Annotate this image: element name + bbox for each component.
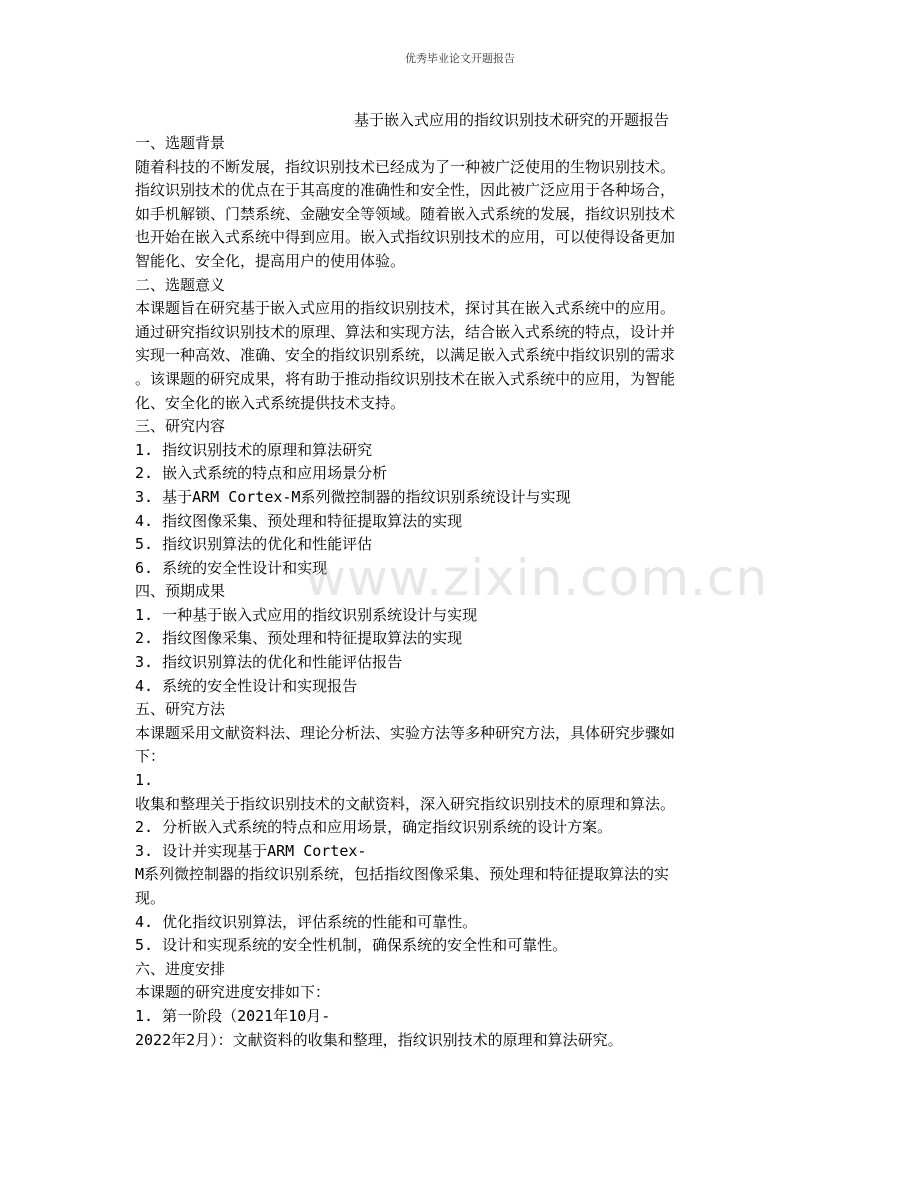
body-line: 5. 设计和实现系统的安全性机制，确保系统的安全性和可靠性。: [135, 936, 568, 955]
body-line: 化、安全化的嵌入式系统提供技术支持。: [135, 393, 406, 412]
body-line: 五、研究方法: [135, 700, 226, 719]
body-line: 4. 系统的安全性设计和实现报告: [135, 676, 358, 695]
document-title: 基于嵌入式应用的指纹识别技术研究的开题报告: [354, 111, 670, 129]
body-line: 4. 优化指纹识别算法，评估系统的性能和可靠性。: [135, 912, 478, 931]
body-line: 下：: [135, 747, 166, 766]
page-header: 优秀毕业论文开题报告: [405, 52, 515, 65]
body-line: 1. 一种基于嵌入式应用的指纹识别系统设计与实现: [135, 605, 478, 624]
body-line: 现。: [135, 889, 166, 907]
body-line: 本课题旨在研究基于嵌入式应用的指纹识别技术，探讨其在嵌入式系统中的应用。: [135, 299, 676, 318]
body-line: 随着科技的不断发展，指纹识别技术已经成为了一种被广泛使用的生物识别技术。: [135, 157, 676, 176]
body-line: 5. 指纹识别算法的优化和性能评估: [135, 535, 373, 554]
watermark: www.zixin.com.cn: [305, 549, 769, 607]
body-line: 1.: [135, 771, 154, 790]
body-line: 2022年2月）：文献资料的收集和整理，指纹识别技术的原理和算法研究。: [135, 1030, 623, 1049]
body-line: 三、研究内容: [135, 417, 226, 436]
body-line: 2. 嵌入式系统的特点和应用场景分析: [135, 464, 388, 483]
body-line: 1. 第一阶段（2021年10月-: [135, 1006, 331, 1025]
body-line: 3. 基于ARM Cortex-M系列微控制器的指纹识别系统设计与实现: [135, 487, 571, 506]
body-line: 如手机解锁、门禁系统、金融安全等领域。随着嵌入式系统的发展，指纹识别技术: [135, 204, 676, 223]
body-line: 1. 指纹识别技术的原理和算法研究: [135, 440, 373, 459]
body-line: 。该课题的研究成果，将有助于推动指纹识别技术在嵌入式系统中的应用，为智能: [135, 369, 676, 388]
body-line: 智能化、安全化，提高用户的使用体验。: [135, 251, 406, 270]
body-line: 本课题采用文献资料法、理论分析法、实验方法等多种研究方法，具体研究步骤如: [135, 723, 676, 742]
body-line: 收集和整理关于指纹识别技术的文献资料，深入研究指纹识别技术的原理和算法。: [135, 794, 676, 813]
body-line: 2. 指纹图像采集、预处理和特征提取算法的实现: [135, 629, 463, 648]
document-body: [135, 132, 790, 1052]
body-line: 实现一种高效、准确、安全的指纹识别系统，以满足嵌入式系统中指纹识别的需求: [135, 346, 676, 365]
body-line: 通过研究指纹识别技术的原理、算法和实现方法，结合嵌入式系统的特点，设计并: [135, 322, 676, 341]
body-line: 3. 设计并实现基于ARM Cortex-: [135, 841, 367, 860]
body-line: 本课题的研究进度安排如下：: [135, 983, 331, 1002]
body-line: 四、预期成果: [135, 582, 226, 601]
body-line: 六、进度安排: [135, 959, 226, 978]
body-line: 一、选题背景: [135, 134, 226, 152]
body-line: 2. 分析嵌入式系统的特点和应用场景，确定指纹识别系统的设计方案。: [135, 818, 613, 837]
body-line: 3. 指纹识别算法的优化和性能评估报告: [135, 653, 403, 672]
body-line: 4. 指纹图像采集、预处理和特征提取算法的实现: [135, 511, 463, 530]
body-line: 二、选题意义: [135, 275, 226, 294]
body-line: M系列微控制器的指纹识别系统，包括指纹图像采集、预处理和特征提取算法的实: [135, 865, 670, 884]
body-line: 也开始在嵌入式系统中得到应用。嵌入式指纹识别技术的应用，可以使得设备更加: [135, 228, 676, 247]
body-line: 6. 系统的安全性设计和实现: [135, 558, 328, 577]
body-line: 指纹识别技术的优点在于其高度的准确性和安全性，因此被广泛应用于各种场合，: [135, 181, 676, 200]
